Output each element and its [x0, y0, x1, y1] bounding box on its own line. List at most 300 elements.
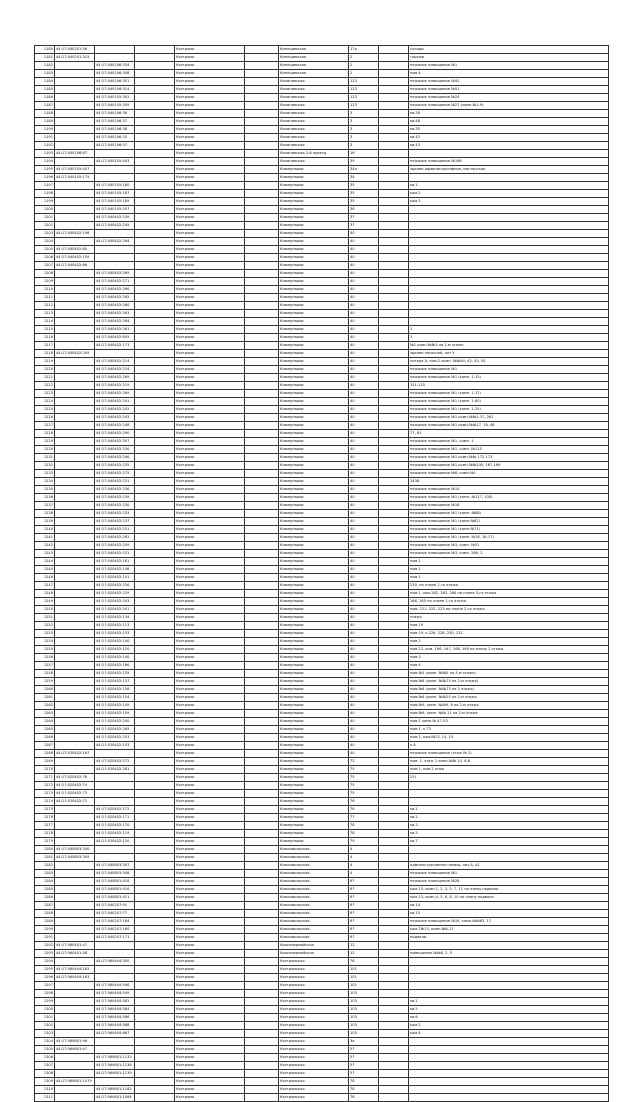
table-row: [35, 734, 609, 742]
table-row: [35, 390, 609, 398]
cadastral-number-building: [55, 822, 95, 830]
cadastral-number-building: [55, 982, 95, 990]
row-number: 1252: [35, 622, 55, 630]
cadastral-number-premises: 44:27:040105:207: [95, 206, 135, 214]
house-number-cell: 40: [349, 574, 379, 582]
table-row: [35, 326, 609, 334]
cadastral-number-premises: 44:27:040402:266: [95, 286, 135, 294]
house-number-cell: 123: [349, 78, 379, 86]
empty-cell: [379, 438, 409, 446]
row-number: 1206: [35, 254, 55, 262]
city-cell: Кострома: [175, 1054, 245, 1062]
street-cell: Костромская: [279, 1062, 349, 1070]
city-cell: Кострома: [175, 254, 245, 262]
empty-cell: [379, 806, 409, 814]
cadastral-number-building: [55, 358, 95, 366]
street-cell: Кинешемская: [279, 70, 349, 78]
empty-cell: [135, 190, 175, 198]
city-cell: Кострома: [175, 854, 245, 862]
premises-description-cell: нежилое помещение №28: [409, 878, 609, 886]
empty-cell: [245, 606, 279, 614]
row-number: 1260: [35, 686, 55, 694]
cadastral-number-premises: [95, 350, 135, 358]
table-row: [35, 78, 609, 86]
cadastral-number-premises: [95, 950, 135, 958]
table-row: [35, 550, 609, 558]
street-cell: Коммунаров: [279, 550, 349, 558]
cadastral-number-building: [55, 574, 95, 582]
house-number-cell: 4: [349, 846, 379, 854]
premises-description-cell: нежилое помещение №1 (комн. 1-17): [409, 390, 609, 398]
premises-description-cell: нежилое помещение №1 комн.№№1-37, 261: [409, 414, 609, 422]
premises-description-cell: [409, 798, 609, 806]
cadastral-number-building: [55, 1070, 95, 1078]
premises-description-cell: нежилое помещение №3, комн. №51: [409, 542, 609, 550]
premises-description-cell: 25): [409, 774, 609, 782]
empty-cell: [379, 446, 409, 454]
empty-cell: [379, 502, 409, 510]
house-number-cell: 4: [349, 870, 379, 878]
city-cell: Кострома: [175, 526, 245, 534]
cadastral-number-building: [55, 870, 95, 878]
street-cell: Калиновская: [279, 110, 349, 118]
street-cell: Костромская: [279, 1038, 349, 1046]
empty-cell: [379, 238, 409, 246]
street-cell: Коммунаров: [279, 286, 349, 294]
empty-cell: [245, 86, 279, 94]
row-number: 1228: [35, 430, 55, 438]
empty-cell: [379, 582, 409, 590]
city-cell: Кострома: [175, 406, 245, 414]
house-number-cell: 40: [349, 494, 379, 502]
empty-cell: [135, 862, 175, 870]
empty-cell: [135, 934, 175, 942]
city-cell: Кострома: [175, 646, 245, 654]
cadastral-number-building: [55, 806, 95, 814]
city-cell: Кострома: [175, 926, 245, 934]
cadastral-number-building: [55, 518, 95, 526]
city-cell: Кострома: [175, 198, 245, 206]
premises-description-cell: [409, 1054, 609, 1062]
empty-cell: [245, 134, 279, 142]
street-cell: Кинешемская: [279, 46, 349, 54]
empty-cell: [379, 134, 409, 142]
cadastral-number-building: [55, 726, 95, 734]
street-cell: Калиновская: [279, 78, 349, 86]
empty-cell: [135, 70, 175, 78]
table-row: [35, 526, 609, 534]
empty-cell: [135, 126, 175, 134]
table-row: [35, 126, 609, 134]
empty-cell: [379, 974, 409, 982]
empty-cell: [379, 102, 409, 110]
table-row: [35, 262, 609, 270]
street-cell: Коммунаров: [279, 486, 349, 494]
empty-cell: [245, 1006, 279, 1014]
cadastral-number-building: [55, 926, 95, 934]
empty-cell: [379, 510, 409, 518]
cadastral-number-building: [55, 758, 95, 766]
cadastral-number-premises: 44:27:020402:281: [95, 766, 135, 774]
street-cell: Красноармейская: [279, 950, 349, 958]
empty-cell: [135, 902, 175, 910]
empty-cell: [245, 502, 279, 510]
city-cell: Кострома: [175, 942, 245, 950]
cadastral-number-premises: 44:27:040105:403: [95, 158, 135, 166]
empty-cell: [245, 1014, 279, 1022]
house-number-cell: 37: [349, 214, 379, 222]
premises-description-cell: [409, 238, 609, 246]
empty-cell: [135, 334, 175, 342]
cadastral-number-premises: 44:27:040402:605: [95, 334, 135, 342]
empty-cell: [135, 222, 175, 230]
empty-cell: [245, 662, 279, 670]
city-cell: Кострома: [175, 838, 245, 846]
premises-description-cell: кв.35: [409, 126, 609, 134]
premises-description-cell: пом.19, к.226, 228, 230, 231: [409, 630, 609, 638]
row-number: 1258: [35, 670, 55, 678]
house-number-cell: 40: [349, 710, 379, 718]
premises-description-cell: пом.4: [409, 70, 609, 78]
premises-description-cell: 266, 165 на плане 2-го этажа: [409, 598, 609, 606]
premises-description-cell: [409, 214, 609, 222]
empty-cell: [245, 118, 279, 126]
table-row: [35, 742, 609, 750]
row-number: 1250: [35, 606, 55, 614]
cadastral-number-premises: 44:27:020402:140: [95, 654, 135, 662]
house-number-cell: 40: [349, 446, 379, 454]
empty-cell: [379, 774, 409, 782]
cadastral-number-premises: [95, 150, 135, 158]
house-number-cell: 40: [349, 462, 379, 470]
cadastral-number-building: 44:27:040402:198: [55, 230, 95, 238]
city-cell: Кострома: [175, 518, 245, 526]
premises-description-cell: пом.1, к.73: [409, 726, 609, 734]
city-cell: Кострома: [175, 262, 245, 270]
street-cell: Коммунаров: [279, 798, 349, 806]
premises-description-cell: ком.13, комн.1, 2, 3, 5, 7, 11 по плану подвала: [409, 886, 609, 894]
table-row: [35, 366, 609, 374]
house-number-cell: 40: [349, 550, 379, 558]
premises-description-cell: кв.7: [409, 838, 609, 846]
cadastral-number-premises: 44:27:060601:1086: [95, 1094, 135, 1102]
row-number: 1263: [35, 710, 55, 718]
cadastral-number-premises: 44:27:040402:231: [95, 478, 135, 486]
street-cell: Коммунаров: [279, 814, 349, 822]
cadastral-number-building: [55, 734, 95, 742]
empty-cell: [245, 598, 279, 606]
cadastral-number-premises: 44:27:040106:33: [95, 134, 135, 142]
table-row: [35, 774, 609, 782]
cadastral-number-building: [55, 670, 95, 678]
empty-cell: [135, 1070, 175, 1078]
table-row: [35, 422, 609, 430]
city-cell: Кострома: [175, 1022, 245, 1030]
cadastral-number-building: [55, 438, 95, 446]
empty-cell: [135, 574, 175, 582]
empty-cell: [379, 702, 409, 710]
street-cell: Коммунаров: [279, 390, 349, 398]
premises-description-cell: [409, 302, 609, 310]
empty-cell: [245, 270, 279, 278]
cadastral-number-building: 44:27:040402:80: [55, 246, 95, 254]
empty-cell: [135, 318, 175, 326]
premises-description-cell: ком.3: [409, 198, 609, 206]
premises-description-cell: пом.3: [409, 654, 609, 662]
cadastral-number-building: [55, 414, 95, 422]
premises-description-cell: к.8: [409, 742, 609, 750]
house-number-cell: 40: [349, 398, 379, 406]
table-row: [35, 438, 609, 446]
house-number-cell: 40: [349, 702, 379, 710]
house-number-cell: 57: [349, 1046, 379, 1054]
street-cell: Коммунаров: [279, 558, 349, 566]
table-row: [35, 342, 609, 350]
house-number-cell: 40: [349, 742, 379, 750]
house-number-cell: 40: [349, 718, 379, 726]
cadastral-number-premises: 44:27:040106:314: [95, 86, 135, 94]
empty-cell: [245, 198, 279, 206]
empty-cell: [135, 422, 175, 430]
cadastral-number-premises: 44:27:020402:172: [95, 806, 135, 814]
empty-cell: [245, 710, 279, 718]
empty-cell: [379, 206, 409, 214]
empty-cell: [135, 150, 175, 158]
street-cell: Комсомольская: [279, 870, 349, 878]
cadastral-number-building: [55, 486, 95, 494]
row-number: 1216: [35, 334, 55, 342]
premises-description-cell: 2: [409, 334, 609, 342]
empty-cell: [379, 862, 409, 870]
row-number: 1214: [35, 318, 55, 326]
cadastral-number-building: [55, 70, 95, 78]
empty-cell: [245, 974, 279, 982]
empty-cell: [245, 230, 279, 238]
city-cell: Кострома: [175, 790, 245, 798]
empty-cell: [135, 78, 175, 86]
cadastral-number-building: [55, 654, 95, 662]
premises-description-cell: [409, 1062, 609, 1070]
city-cell: Кострома: [175, 630, 245, 638]
empty-cell: [135, 630, 175, 638]
table-row: [35, 102, 609, 110]
empty-cell: [379, 1046, 409, 1054]
table-row: [35, 70, 609, 78]
house-number-cell: 123: [349, 94, 379, 102]
empty-cell: [245, 878, 279, 886]
cadastral-number-premises: 44:27:040402:230: [95, 446, 135, 454]
cadastral-number-building: [55, 342, 95, 350]
house-number-cell: 67: [349, 894, 379, 902]
row-number: 1282: [35, 862, 55, 870]
row-number: 1247: [35, 582, 55, 590]
cadastral-number-premises: 44:27:040803:308: [95, 870, 135, 878]
street-cell: Коммунаров: [279, 646, 349, 654]
house-number-cell: 40: [349, 286, 379, 294]
house-number-cell: 4: [349, 854, 379, 862]
premises-description-cell: кв.42: [409, 134, 609, 142]
table-row: [35, 486, 609, 494]
city-cell: Кострома: [175, 750, 245, 758]
empty-cell: [379, 1070, 409, 1078]
premises-description-cell: нежилое помещение №1: [409, 870, 609, 878]
empty-cell: [135, 1014, 175, 1022]
cadastral-number-premises: 44:27:040402:181: [95, 558, 135, 566]
street-cell: Коммунаров: [279, 526, 349, 534]
cadastral-number-building: 44:27:060601:1079: [55, 1078, 95, 1086]
premises-description-cell: нежилое помещение №1: [409, 366, 609, 374]
empty-cell: [245, 614, 279, 622]
table-row: [35, 798, 609, 806]
street-cell: Коммунаров: [279, 238, 349, 246]
city-cell: Кострома: [175, 662, 245, 670]
cadastral-number-premises: 44:27:040106:38: [95, 126, 135, 134]
premises-description-cell: нежилое помещение №92: [409, 78, 609, 86]
house-number-cell: 40: [349, 694, 379, 702]
street-cell: Коммунаров: [279, 590, 349, 598]
premises-description-cell: литера А, пом.2 комн. №№40, 42, 43, 55: [409, 358, 609, 366]
row-number: 1202: [35, 222, 55, 230]
empty-cell: [135, 518, 175, 526]
table-row: [35, 982, 609, 990]
house-number-cell: 40: [349, 590, 379, 598]
house-number-cell: 40: [349, 670, 379, 678]
empty-cell: [379, 902, 409, 910]
house-number-cell: 101: [349, 974, 379, 982]
empty-cell: [135, 918, 175, 926]
street-cell: Комсомольская: [279, 846, 349, 854]
empty-cell: [135, 350, 175, 358]
cadastral-number-building: 44:27:060601:47: [55, 1046, 95, 1054]
empty-cell: [245, 910, 279, 918]
city-cell: Кострома: [175, 878, 245, 886]
premises-description-cell: пом.№9, комн. №№ 11 на 2-м этаже: [409, 710, 609, 718]
row-number: 1188: [35, 110, 55, 118]
street-cell: Калиновская: [279, 158, 349, 166]
empty-cell: [245, 790, 279, 798]
row-number: 1272: [35, 782, 55, 790]
cadastral-number-premises: 44:27:060404:582: [95, 998, 135, 1006]
empty-cell: [245, 750, 279, 758]
empty-cell: [245, 62, 279, 70]
empty-cell: [135, 646, 175, 654]
cadastral-number-premises: 44:27:040402:233: [95, 510, 135, 518]
table-row: [35, 838, 609, 846]
house-number-cell: 57: [349, 1062, 379, 1070]
house-number-cell: 3: [349, 134, 379, 142]
row-number: 1241: [35, 534, 55, 542]
empty-cell: [379, 198, 409, 206]
table-row: [35, 590, 609, 598]
city-cell: Кострома: [175, 902, 245, 910]
cadastral-number-building: 44:27:040106:87: [55, 150, 95, 158]
cadastral-number-building: [55, 622, 95, 630]
row-number: 1253: [35, 630, 55, 638]
table-row: [35, 822, 609, 830]
street-cell: Костромская: [279, 1054, 349, 1062]
premises-description-cell: [409, 206, 609, 214]
table-row: [35, 782, 609, 790]
table-row: [35, 678, 609, 686]
street-cell: Костромская: [279, 1006, 349, 1014]
empty-cell: [379, 966, 409, 974]
empty-cell: [245, 926, 279, 934]
cadastral-number-premises: 44:27:040106:334: [95, 62, 135, 70]
street-cell: Коммунаров: [279, 262, 349, 270]
table-row: [35, 398, 609, 406]
cadastral-number-premises: 44:27:040803:307: [95, 862, 135, 870]
empty-cell: [135, 158, 175, 166]
empty-cell: [135, 326, 175, 334]
row-number: 1222: [35, 382, 55, 390]
premises-description-cell: №1 комн.№№3 на 1-м этаже: [409, 342, 609, 350]
empty-cell: [135, 454, 175, 462]
table-row: [35, 542, 609, 550]
premises-description-cell: [409, 318, 609, 326]
empty-cell: [245, 150, 279, 158]
row-number: 1308: [35, 1070, 55, 1078]
row-number: 1299: [35, 998, 55, 1006]
premises-description-cell: [409, 294, 609, 302]
empty-cell: [135, 214, 175, 222]
house-number-cell: 40: [349, 622, 379, 630]
city-cell: Кострома: [175, 702, 245, 710]
city-cell: Кострома: [175, 166, 245, 174]
cadastral-number-premises: [95, 782, 135, 790]
row-number: 1292: [35, 942, 55, 950]
city-cell: Кострома: [175, 342, 245, 350]
empty-cell: [379, 302, 409, 310]
table-row: [35, 222, 609, 230]
street-cell: Коммунаров: [279, 678, 349, 686]
house-number-cell: 40: [349, 566, 379, 574]
house-number-cell: 76: [349, 806, 379, 814]
premises-description-cell: пом.19: [409, 622, 609, 630]
cadastral-number-premises: 44:27:040106:308: [95, 70, 135, 78]
city-cell: Кострома: [175, 726, 245, 734]
empty-cell: [135, 606, 175, 614]
premises-description-cell: пом.2: [409, 638, 609, 646]
city-cell: Кострома: [175, 206, 245, 214]
empty-cell: [135, 926, 175, 934]
city-cell: Кострома: [175, 550, 245, 558]
city-cell: Кострома: [175, 294, 245, 302]
street-cell: Коммунаров: [279, 182, 349, 190]
cadastral-number-building: 44:27:040803:309: [55, 854, 95, 862]
city-cell: Кострома: [175, 830, 245, 838]
city-cell: Кострома: [175, 78, 245, 86]
cadastral-number-building: [55, 430, 95, 438]
table-row: [35, 902, 609, 910]
empty-cell: [245, 806, 279, 814]
empty-cell: [245, 390, 279, 398]
empty-cell: [135, 894, 175, 902]
table-row: [35, 430, 609, 438]
empty-cell: [135, 942, 175, 950]
premises-description-cell: 230, на плане 2-го этажа: [409, 582, 609, 590]
cadastral-number-premises: 44:27:040402:269: [95, 374, 135, 382]
empty-cell: [135, 622, 175, 630]
empty-cell: [379, 662, 409, 670]
street-cell: Коммунаров: [279, 702, 349, 710]
street-cell: Коммунаров: [279, 566, 349, 574]
premises-description-cell: 1: [409, 326, 609, 334]
table-body: [35, 46, 609, 1102]
premises-description-cell: [409, 990, 609, 998]
premises-description-cell: кв.3: [409, 822, 609, 830]
empty-cell: [245, 590, 279, 598]
table-row: [35, 910, 609, 918]
